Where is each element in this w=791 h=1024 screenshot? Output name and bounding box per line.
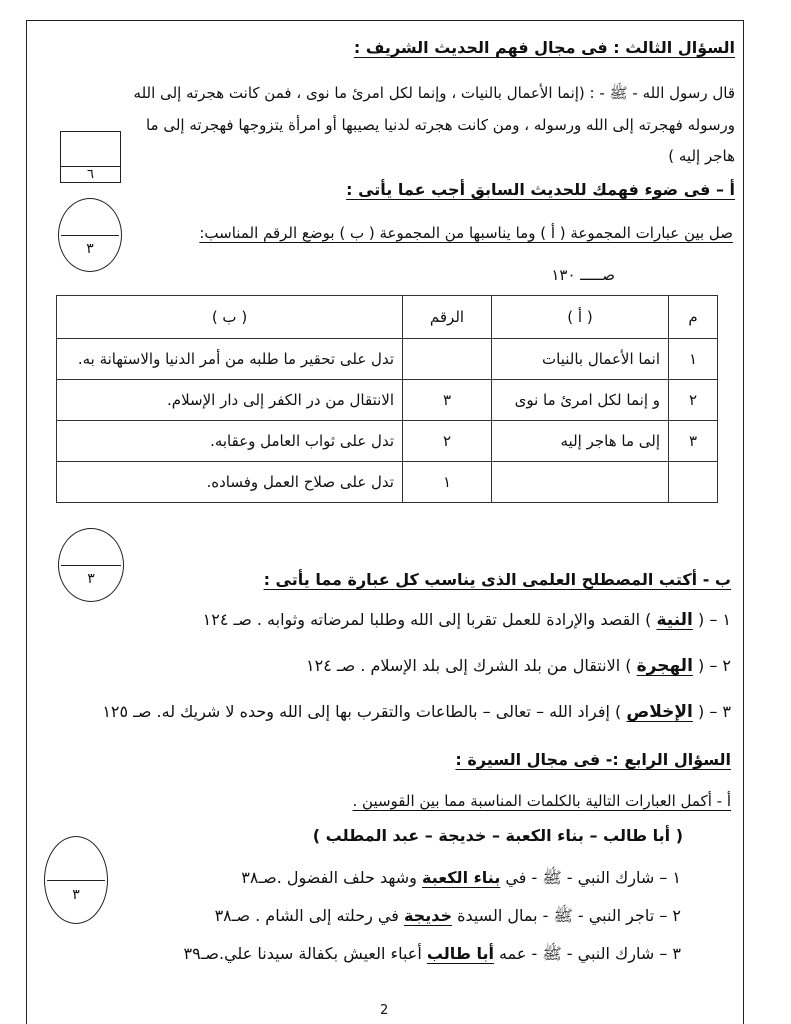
part-b-title: ب - أكتب المصطلح العلمى الذى يناسب كل عبارة مما يأتى :	[263, 570, 731, 589]
sentence-item	[241, 868, 681, 891]
score-oval-2	[58, 528, 124, 602]
q4-part-a: أ - أكمل العبارات التالية بالكلمات المناسبة مما بين القوسين .	[352, 792, 731, 810]
hadith-line-3: هاجر إليه )	[668, 147, 735, 165]
score-oval-1	[58, 198, 122, 272]
sentence-item	[184, 944, 681, 967]
score-box-q3	[60, 131, 121, 183]
header-number: الرقم	[403, 296, 492, 339]
hadith-line-1: قال رسول الله - ﷺ - : (إنما الأعمال بالنيات ، وإنما لكل امرئ ما نوى ، فمن كانت هجرته إلى الله	[133, 84, 735, 102]
term-number: ١ – (	[697, 610, 731, 629]
choices-list: ( أبا طالب – بناء الكعبة – خديجة – عبد المطلب )	[312, 826, 683, 845]
term-item	[306, 656, 731, 676]
term-answer: الإخلاص	[626, 702, 693, 722]
sentence-item	[215, 906, 681, 929]
sentence-post: وشهد حلف الفضول .صـ٣٨	[241, 868, 422, 887]
row-a: و إنما لكل امرئ ما نوى	[492, 380, 669, 421]
page-number: 2	[380, 1003, 389, 1018]
header-m: م	[669, 296, 718, 339]
term-close: )	[645, 610, 652, 629]
row-b: تدل على صلاح العمل وفساده.	[57, 462, 403, 503]
hadith-line-2: ورسوله فهجرته إلى الله ورسوله ، ومن كانت هجرته لدنيا يصيبها أو امرأة يتزوجها فهجرته إلى ما	[145, 116, 735, 134]
term-number: ٢ – (	[697, 656, 731, 675]
page-reference: صـــــ ١٣٠	[551, 266, 615, 284]
sentence-answer: خديجة	[403, 906, 452, 925]
term-answer: النية	[656, 610, 693, 630]
q3-title: السؤال الثالث : فى مجال فهم الحديث الشريف :	[353, 38, 735, 57]
term-text: القصد والإرادة للعمل تقربا إلى الله وطلبا لمرضاته وثوابه . صـ ١٢٤	[202, 610, 641, 629]
term-close: )	[615, 702, 622, 721]
matching-table	[56, 295, 718, 503]
term-number: ٣ – (	[697, 702, 731, 721]
score-value: ٣	[87, 571, 95, 587]
sentence-pre: ١ – شارك النبي - ﷺ - في	[500, 868, 681, 887]
header-b: ( ب )	[57, 296, 403, 339]
score-value: ٣	[86, 241, 94, 257]
part-a-title: أ – فى ضوء فهمك للحديث السابق أجب عما يأتى :	[346, 180, 735, 199]
row-b: تدل على ثواب العامل وعقابه.	[57, 421, 403, 462]
sentence-answer: بناء الكعبة	[421, 868, 501, 887]
row-b: الانتقال من در الكفر إلى دار الإسلام.	[57, 380, 403, 421]
row-m: ٢	[669, 380, 718, 421]
row-a: إلى ما هاجر إليه	[492, 421, 669, 462]
table-row	[57, 421, 718, 462]
table-row	[57, 339, 718, 380]
score-value: ٣	[72, 887, 80, 903]
term-answer: الهجرة	[636, 656, 693, 676]
row-number[interactable]	[403, 339, 492, 380]
matching-instruction: صل بين عبارات المجموعة ( أ ) وما يناسبها من المجموعة ( ب ) بوضع الرقم المناسب:	[199, 224, 733, 242]
row-m: ١	[669, 339, 718, 380]
sentence-pre: ٢ – تاجر النبي - ﷺ - بمال السيدة	[451, 906, 681, 925]
sentence-post: في رحلته إلى الشام . صـ٣٨	[214, 906, 404, 925]
term-item	[203, 610, 731, 630]
score-oval-3	[44, 836, 108, 924]
q4-title: السؤال الرابع :- فى مجال السيرة :	[455, 750, 731, 769]
row-number[interactable]: ١	[403, 462, 492, 503]
header-a: ( أ )	[492, 296, 669, 339]
row-a: انما الأعمال بالنيات	[492, 339, 669, 380]
row-number[interactable]: ٢	[403, 421, 492, 462]
term-text: الانتقال من بلد الشرك إلى بلد الإسلام . صـ ١٢٤	[306, 656, 621, 675]
term-close: )	[625, 656, 632, 675]
row-m: ٣	[669, 421, 718, 462]
term-text: إفراد الله – تعالى – بالطاعات والتقرب بها إلى الله وحده لا شريك له. صـ ١٢٥	[102, 702, 610, 721]
sentence-answer: أبا طالب	[426, 944, 494, 963]
sentence-post: أعباء العيش بكفالة سيدنا علي.صـ٣٩	[183, 944, 427, 963]
table-row	[57, 462, 718, 503]
sentence-pre: ٣ – شارك النبي - ﷺ - عمه	[493, 944, 681, 963]
score-value: ٦	[87, 167, 94, 182]
row-number[interactable]: ٣	[403, 380, 492, 421]
table-header-row	[57, 296, 718, 339]
table-row	[57, 380, 718, 421]
row-b: تدل على تحقير ما طلبه من أمر الدنيا والاستهانة به.	[57, 339, 403, 380]
term-item	[102, 702, 731, 722]
row-a	[492, 462, 669, 503]
row-m	[669, 462, 718, 503]
